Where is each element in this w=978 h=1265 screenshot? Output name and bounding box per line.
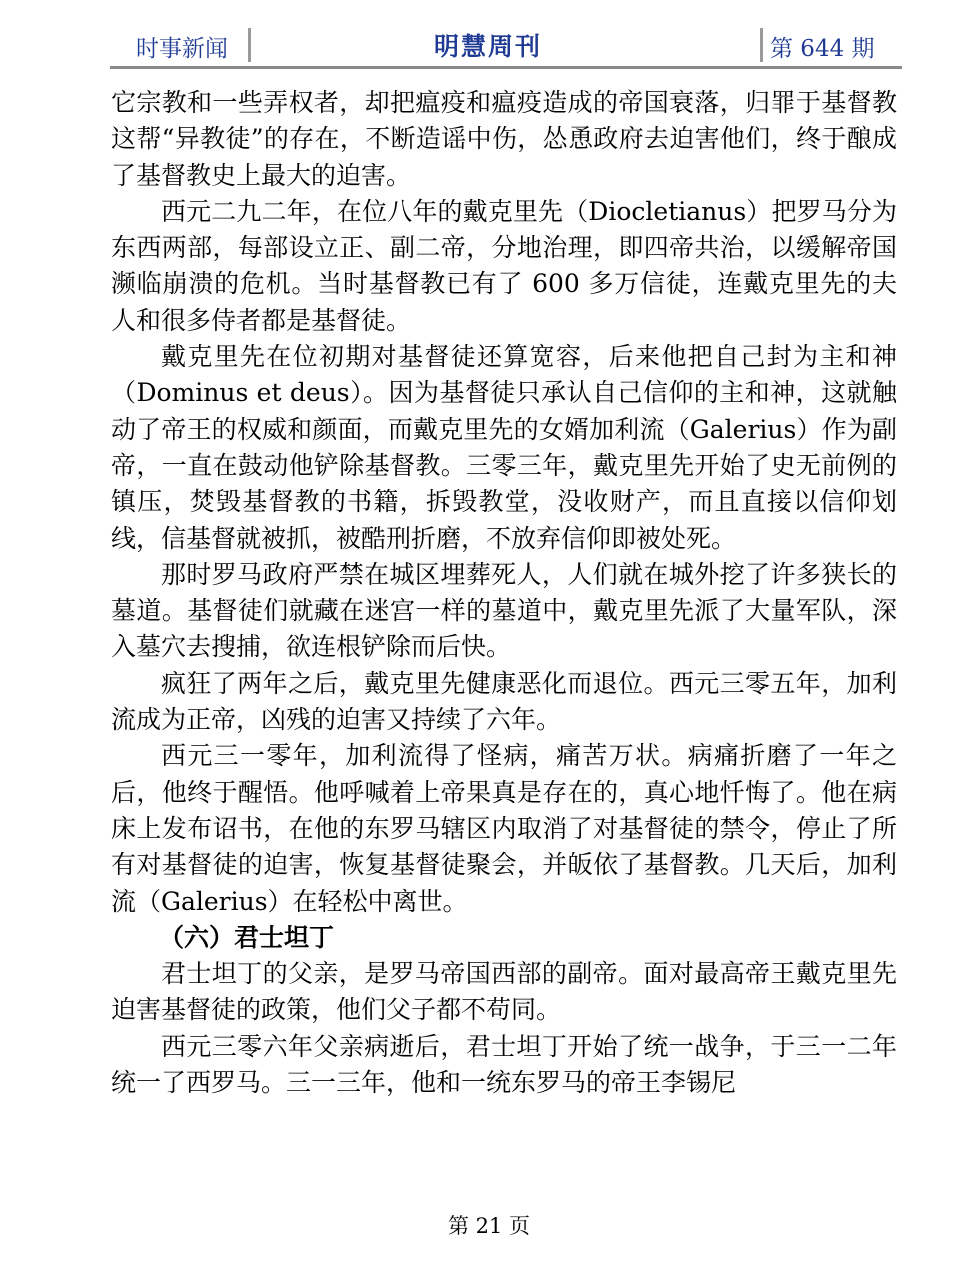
paragraph: 疯狂了两年之后，戴克里先健康恶化而退位。西元三零五年，加利流成为正帝，凶残的迫害又持续了六年。 [111, 668, 897, 735]
section-label: 时事新闻 [136, 36, 228, 62]
paragraph: 戴克里先在位初期对基督徒还算宽容，后来他把自己封为主和神（Dominus et deus）。因为基督徒只承认自己信仰的主和神，这就触动了帝王的权威和颜面，而戴克里先的女婿加利流（Galerius）作为副帝，一直在鼓动他铲除基督教。三零三年，戴克里先开始了史无前例的镇压，焚毁基督教的书籍，拆毁教堂，没收财产，而且直接以信仰划线，信基督就被抓，被酷刑折磨，不放弃信仰即被处死。 [111, 342, 897, 553]
article-body [111, 85, 897, 1101]
paragraph: 西元三零六年父亲病逝后，君士坦丁开始了统一战争，于三一二年统一了西罗马。三一三年，他和一统东罗马的帝王李锡尼 [111, 1031, 897, 1098]
header-divider [760, 28, 763, 62]
paragraph: 君士坦丁的父亲，是罗马帝国西部的副帝。面对最高帝王戴克里先迫害基督徒的政策，他们父子都不苟同。 [111, 959, 897, 1025]
header-divider [248, 28, 251, 62]
section-heading: （六）君士坦丁 [159, 922, 335, 952]
paragraph: 西元三一零年，加利流得了怪病，痛苦万状。病痛折磨了一年之后，他终于醒悟。他呼喊着上帝果真是存在的，真心地忏悔了。他在病床上发布诏书，在他的东罗马辖区内取消了对基督徒的禁令，停止了所有对基督徒的迫害，恢复基督徒聚会，并皈依了基督教。几天后，加利流（Galerius）在轻松中离世。 [111, 741, 897, 916]
paragraph: 它宗教和一些弄权者，却把瘟疫和瘟疫造成的帝国衰落，归罪于基督教这帮“异教徒”的存在，不断造谣中伤，怂恿政府去迫害他们，终于酿成了基督教史上最大的迫害。 [111, 88, 897, 190]
publication-title: 明慧周刊 [434, 32, 543, 61]
page-number: 第 21 页 [447, 1214, 531, 1238]
header-rule [110, 66, 902, 69]
paragraph: 西元二九二年，在位八年的戴克里先（Diocletianus）把罗马分为东西两部，每部设立正、副二帝，分地治理，即四帝共治，以缓解帝国濒临崩溃的危机。当时基督教已有了 600 多万信徒，连戴克里先的夫人和很多侍者都是基督徒。 [111, 196, 897, 335]
issue-number: 第 644 期 [770, 36, 875, 62]
paragraph: 那时罗马政府严禁在城区埋葬死人，人们就在城外挖了许多狭长的墓道。基督徒们就藏在迷宫一样的墓道中，戴克里先派了大量军队，深入墓穴去搜捕，欲连根铲除而后快。 [111, 559, 897, 662]
page-header [110, 24, 900, 66]
